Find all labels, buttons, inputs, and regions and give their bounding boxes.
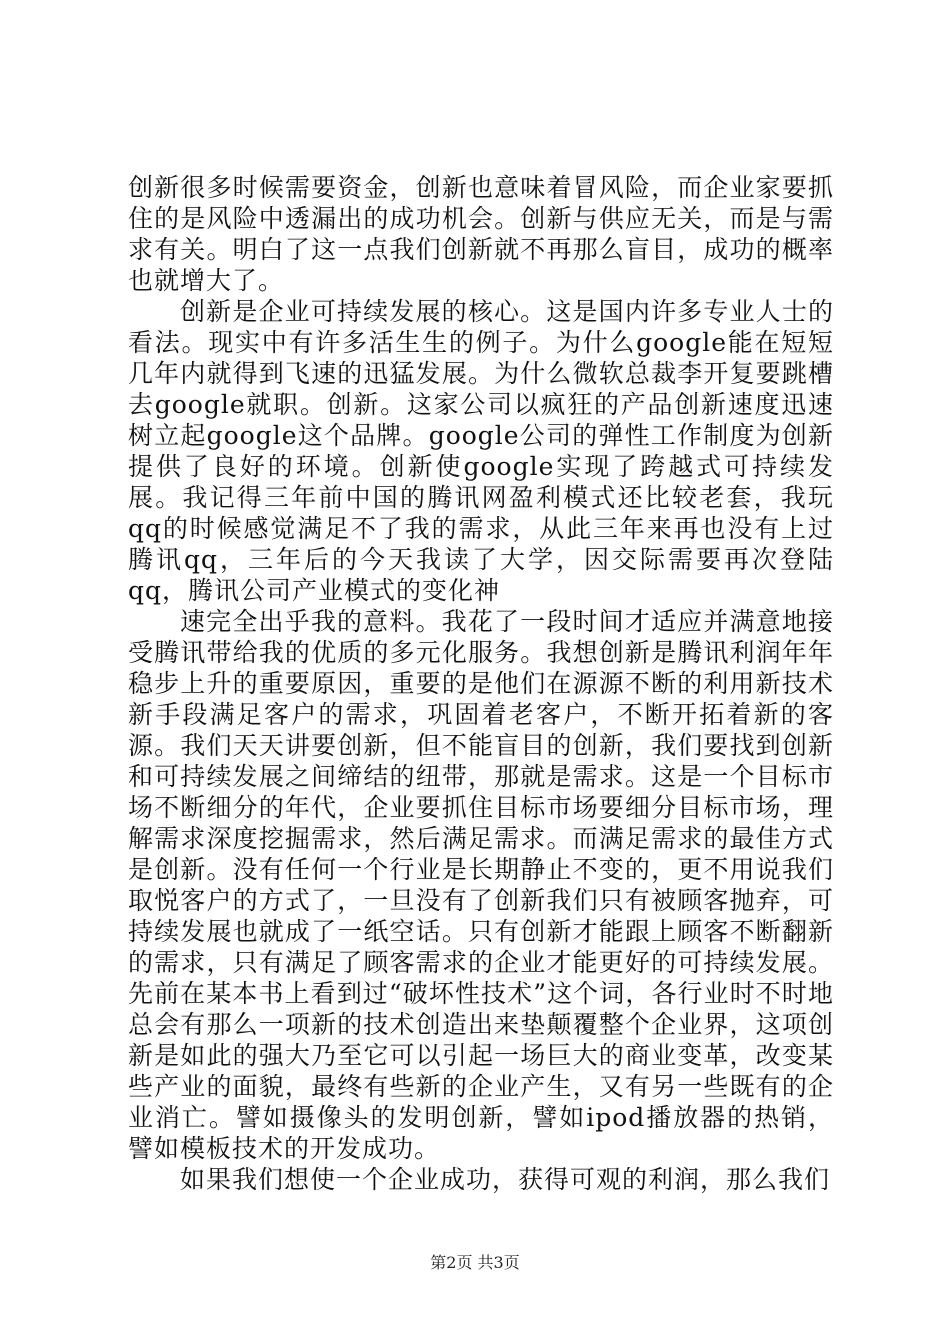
paragraph-2: 创新是企业可持续发展的核心。这是国内许多专业人士的看法。现实中有许多活生生的例子。为什么google能在短短几年内就得到飞速的迅猛发展。为什么微软总裁李开复要跳槽去google就职。创新。这家公司以疯狂的产品创新速度迅速树立起google这个品牌。google公司的弹性工作制度为创新提供了良好的环境。创新使google实现了跨越式可持续发展。我记得三年前中国的腾讯网盈利模式还比较老套，我玩qq的时候感觉满足不了我的需求，从此三年来再也没有上过腾讯qq，三年后的今天我读了大学，因交际需要再次登陆qq，腾讯公司产业模式的变化神: [128, 297, 834, 605]
page-footer: 第2页 共3页: [430, 1253, 520, 1272]
paragraph-3: 速完全出乎我的意料。我花了一段时间才适应并满意地接受腾讯带给我的优质的多元化服务。我想创新是腾讯利润年年稳步上升的重要原因，重要的是他们在源源不断的利用新技术新手段满足客户的需求，巩固着老客户，不断开拓着新的客源。我们天天讲要创新，但不能盲目的创新，我们要找到创新和可持续发展之间缔结的纽带，那就是需求。这是一个目标市场不断细分的年代，企业要抓住目标市场要细分目标市场，理解需求深度挖掘需求，然后满足需求。而满足需求的最佳方式是创新。没有任何一个行业是长期静止不变的，更不用说我们取悦客户的方式了，一旦没有了创新我们只有被顾客抛弃，可持续发展也就成了一纸空话。只有创新才能跟上顾客不断翻新的需求，只有满足了顾客需求的企业才能更好的可持续发展。先前在某本书上看到过“破坏性技术”这个词，各行业时不时地总会有那么一项新的技术创造出来垫颠覆整个企业界，这项创新是如此的强大乃至它可以引起一场巨大的商业变革，改变某些产业的面貌，最终有些新的企业产生，又有另一些既有的企业消亡。譬如摄像头的发明创新，譬如ipod播放器的热销，譬如模板技术的开发成功。: [128, 607, 834, 1163]
document-body: [128, 172, 834, 1195]
paragraph-4: 如果我们想使一个企业成功，获得可观的利润，那么我们: [180, 1165, 831, 1194]
paragraph-1: 创新很多时候需要资金，创新也意味着冒风险，而企业家要抓住的是风险中透漏出的成功机会。创新与供应无关，而是与需求有关。明白了这一点我们创新就不再那么盲目，成功的概率也就增大了。: [128, 173, 834, 295]
